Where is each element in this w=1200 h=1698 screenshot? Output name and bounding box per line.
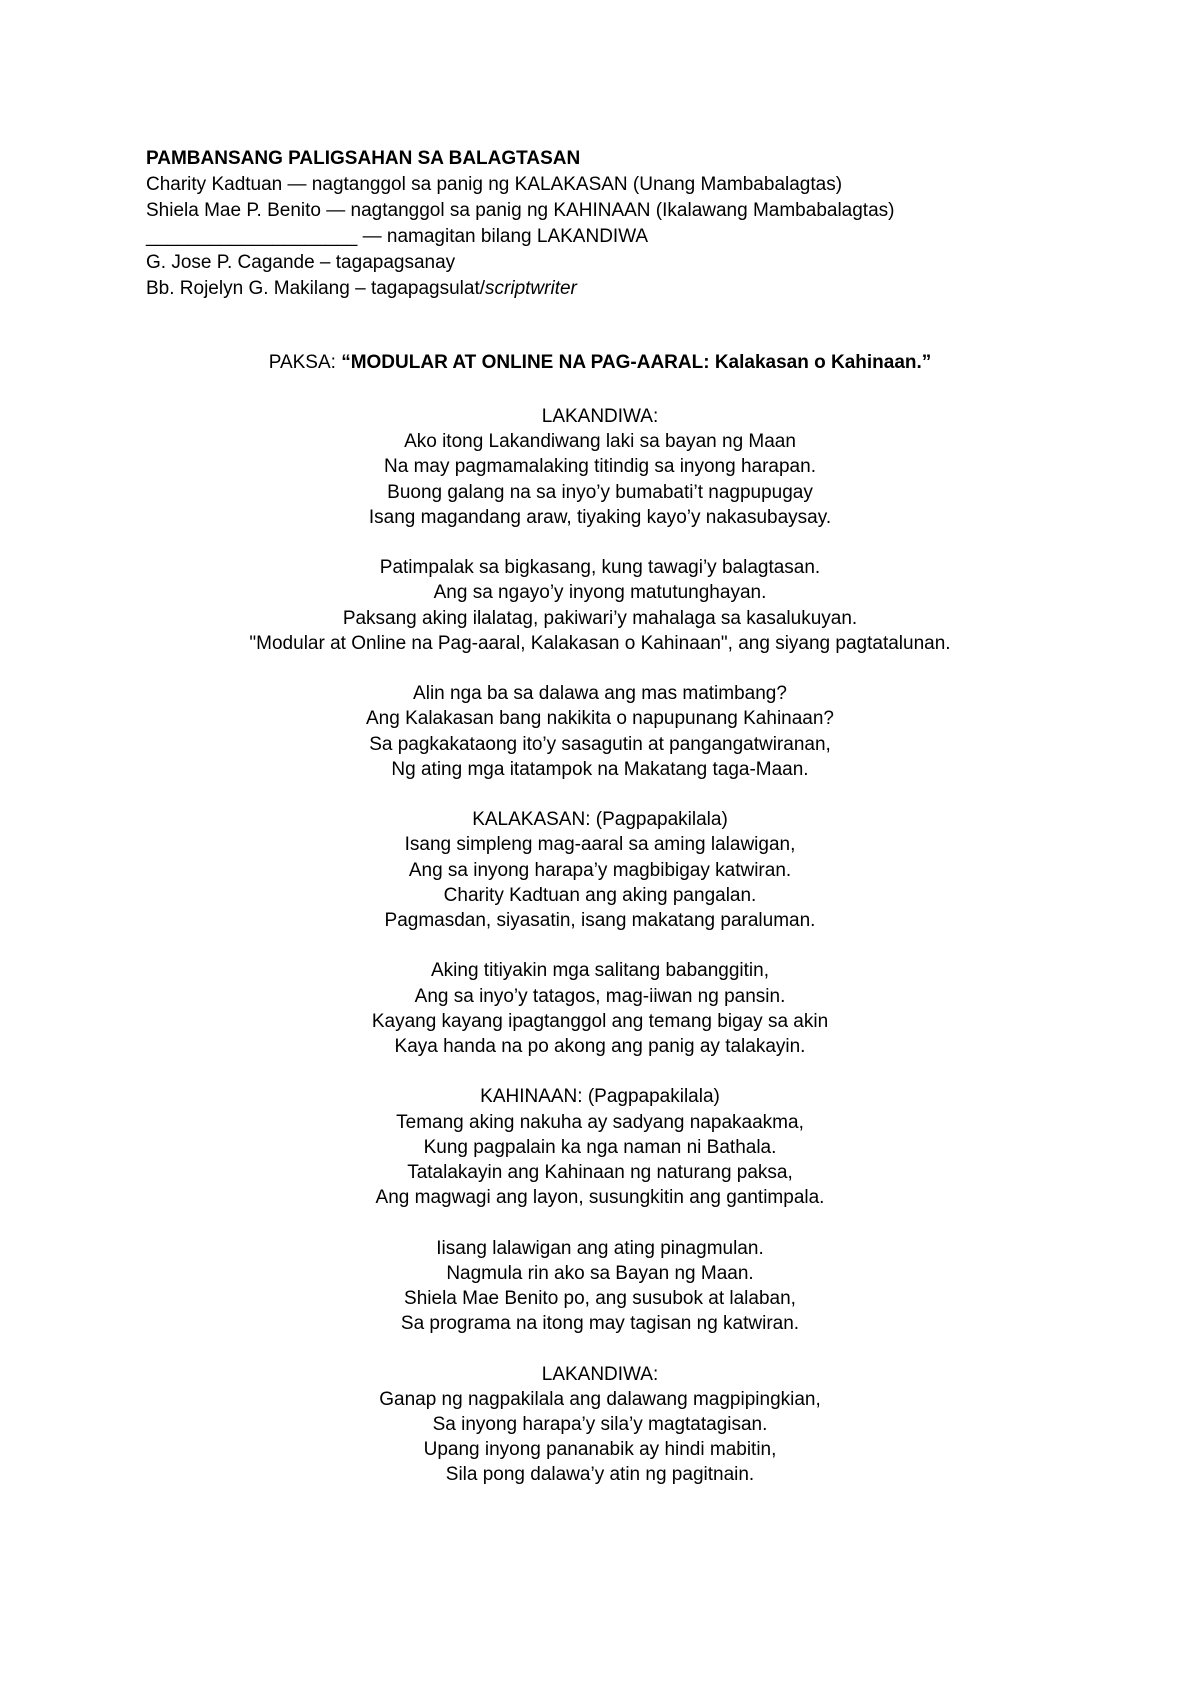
verse-line: Sila pong dalawa’y atin ng pagitnain. xyxy=(445,1464,755,1486)
verse-line: Sa inyong harapa’y sila’y magtatagisan. xyxy=(432,1414,768,1436)
participant-line: Shiela Mae P. Benito — nagtanggol sa panig ng KAHINAAN (Ikalawang Mambabalagtas) xyxy=(146,200,895,221)
stanza xyxy=(0,958,1200,1059)
topic-value: “MODULAR AT ONLINE NA PAG-AARAL: Kalakasan o Kahinaan.” xyxy=(341,352,932,373)
verse-line: Alin nga ba sa dalawa ang mas matimbang? xyxy=(413,683,787,705)
verse-line: Na may pagmamalaking titindig sa inyong harapan. xyxy=(384,456,816,478)
topic-label: PAKSA: xyxy=(268,352,342,373)
verse-line: Isang magandang araw, tiyaking kayo’y nakasubaysay. xyxy=(368,506,832,528)
stanza xyxy=(0,807,1200,933)
coach-line: G. Jose P. Cagande – tagapagsanay xyxy=(146,252,456,273)
verse-line: Shiela Mae Benito po, ang susubok at lalaban, xyxy=(404,1288,796,1310)
verse-line: Patimpalak sa bigkasang, kung tawagi’y balagtasan. xyxy=(379,557,821,579)
verse-line: Upang inyong pananabik ay hindi mabitin, xyxy=(423,1439,777,1461)
verse-line: Ng ating mga itatampok na Makatang taga-Maan. xyxy=(391,758,809,780)
verse-line: Tatalakayin ang Kahinaan ng naturang paksa, xyxy=(407,1162,793,1184)
stanza xyxy=(0,1362,1200,1488)
scriptwriter-line xyxy=(146,276,894,302)
stanza-heading: LAKANDIWA: xyxy=(541,406,659,427)
document-header xyxy=(146,146,894,302)
verse-line: Ang Kalakasan bang nakikita o napupunang Kahinaan? xyxy=(366,708,834,730)
verse-line: Kaya handa na po akong ang panig ay talakayin. xyxy=(394,1036,806,1058)
verse-line: Kayang kayang ipagtanggol ang temang bigay sa akin xyxy=(371,1010,829,1032)
verse-line: Ang magwagi ang layon, susungkitin ang gantimpala. xyxy=(375,1187,825,1209)
stanza xyxy=(0,1084,1200,1210)
verse-line: Ang sa inyo’y tatagos, mag-iiwan ng pansin. xyxy=(414,985,786,1007)
stanza xyxy=(0,1236,1200,1337)
stanza xyxy=(0,404,1200,530)
stanza xyxy=(0,681,1200,782)
verse-line: Ang sa ngayo’y inyong matutunghayan. xyxy=(433,582,767,604)
verse-line: Charity Kadtuan ang aking pangalan. xyxy=(443,884,757,906)
poem-body xyxy=(0,404,1200,1513)
verse-line: Ako itong Lakandiwang laki sa bayan ng Maan xyxy=(404,431,796,453)
verse-line: Ganap ng nagpakilala ang dalawang magpipingkian, xyxy=(379,1388,821,1410)
stanza-heading: LAKANDIWA: xyxy=(541,1363,659,1385)
verse-line: "Modular at Online na Pag-aaral, Kalakasan o Kahinaan", ang siyang pagtatalunan. xyxy=(249,632,951,654)
document-title: PAMBANSANG PALIGSAHAN SA BALAGTASAN xyxy=(146,148,581,169)
verse-line: Temang aking nakuha ay sadyang napakaakma, xyxy=(396,1111,804,1133)
verse-line: Paksang aking ilalatag, pakiwari’y mahalaga sa kasalukuyan. xyxy=(342,607,858,629)
verse-line: Buong galang na sa inyo’y bumabati’t nagpupugay xyxy=(387,481,813,503)
verse-line: Ang sa inyong harapa’y magbibigay katwiran. xyxy=(408,859,792,881)
topic-line xyxy=(0,350,1200,376)
verse-line: Sa pagkakataong ito’y sasagutin at pangangatwiranan, xyxy=(369,733,831,755)
verse-line: Pagmasdan, siyasatin, isang makatang paraluman. xyxy=(384,910,816,932)
verse-line: Sa programa na itong may tagisan ng katwiran. xyxy=(400,1313,800,1335)
stanza-heading: KAHINAAN: (Pagpapakilala) xyxy=(480,1086,720,1108)
verse-line: Kung pagpalain ka nga naman ni Bathala. xyxy=(423,1136,777,1158)
verse-line: Nagmula rin ako sa Bayan ng Maan. xyxy=(446,1262,754,1284)
verse-line: Isang simpleng mag-aaral sa aming lalawigan, xyxy=(404,834,796,856)
stanza xyxy=(0,555,1200,656)
verse-line: Iisang lalawigan ang ating pinagmulan. xyxy=(436,1237,764,1259)
scriptwriter-word: scriptwriter xyxy=(485,278,577,299)
moderator-line: ____________________ — namagitan bilang LAKANDIWA xyxy=(146,226,649,247)
scriptwriter-line-text: Bb. Rojelyn G. Makilang – tagapagsulat/ xyxy=(146,278,486,299)
participant-line: Charity Kadtuan — nagtanggol sa panig ng KALAKASAN (Unang Mambabalagtas) xyxy=(146,174,843,195)
verse-line: Aking titiyakin mga salitang babanggitin, xyxy=(431,960,769,982)
stanza-heading: KALAKASAN: (Pagpapakilala) xyxy=(472,809,728,831)
